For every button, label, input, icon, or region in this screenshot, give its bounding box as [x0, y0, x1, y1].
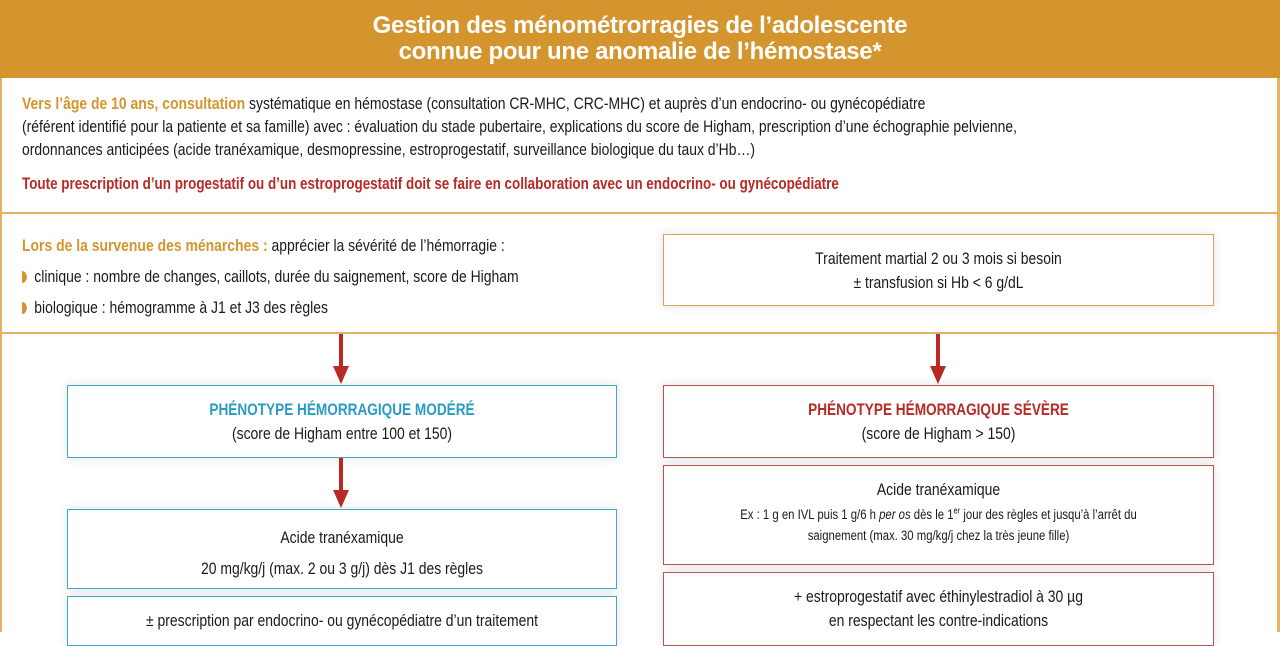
severe-dose-italic: per os	[879, 507, 911, 522]
arrow-down-icon	[333, 334, 349, 384]
severe-treatment-title: Acide tranéxamique	[876, 480, 1001, 499]
moderate-treatment-title: Acide tranéxamique	[280, 528, 404, 547]
severe-dose-text: Ex : 1 g en IVL puis 1 g/6 h	[740, 507, 880, 522]
title-line-1: Gestion des ménométrorragies de l’adolescente	[372, 12, 908, 39]
arrow-down-icon	[333, 458, 349, 508]
intro-line-2: (référent identifié pour la patiente et sa famille) avec : évaluation du stade pubertaire, explications du score de Higham, prescription d’une échographie pelvienne,	[22, 117, 1017, 136]
moderate-title: PHÉNOTYPE HÉMORRAGIQUE MODÉRÉ	[209, 400, 475, 419]
menarche-heading	[22, 230, 519, 261]
severe-treatment-box	[663, 465, 1214, 565]
martial-treatment-box	[663, 234, 1214, 306]
menarche-bullet-text: biologique : hémogramme à J1 et J3 des règles	[34, 298, 328, 317]
martial-line-2: ± transfusion si Hb < 6 g/dL	[853, 273, 1024, 292]
severe-treatment-dose-line-1	[708, 504, 1169, 525]
severe-extra-line-1: + estroprogestatif avec éthinylestradiol à 30 µg	[794, 587, 1083, 606]
intro-line-1	[22, 92, 1017, 115]
intro-lead: Vers l’âge de 10 ans, consultation	[22, 94, 246, 113]
moderate-treatment-box	[67, 509, 617, 589]
menarche-lead: Lors de la survenue des ménarches :	[22, 236, 268, 255]
title-line-2: connue pour une anomalie de l’hémostase*	[398, 38, 882, 65]
bullet-icon	[22, 271, 27, 283]
moderate-extra-box	[67, 596, 617, 646]
menarche-block	[22, 230, 519, 323]
menarche-bullet-item	[22, 261, 519, 292]
moderate-extra: ± prescription par endocrino- ou gynécopédiatre d’un traitement	[145, 611, 539, 630]
moderate-subtitle: (score de Higham entre 100 et 150)	[231, 424, 453, 443]
menarche-bullet-text: clinique : nombre de changes, caillots, durée du saignement, score de Higham	[34, 267, 519, 286]
bullet-icon	[22, 302, 27, 314]
martial-line-1: Traitement martial 2 ou 3 mois si besoin	[815, 249, 1062, 268]
moderate-phenotype-box	[67, 385, 617, 458]
severe-extra-box	[663, 572, 1214, 646]
menarche-bullet-item	[22, 292, 519, 323]
intro-warning: Toute prescription d’un progestatif ou d’un estroprogestatif doit se faire en collaboration avec un endocrino- ou gynécopédiatre	[22, 174, 839, 193]
page-title	[0, 0, 1280, 78]
severe-title: PHÉNOTYPE HÉMORRAGIQUE SÉVÈRE	[808, 400, 1069, 419]
intro-text	[22, 92, 1017, 161]
section-divider	[0, 212, 1280, 214]
arrow-down-icon	[930, 334, 946, 384]
severe-subtitle: (score de Higham > 150)	[861, 424, 1016, 443]
severe-extra-line-2: en respectant les contre-indications	[828, 611, 1049, 630]
intro-line-1-rest: systématique en hémostase (consultation CR-MHC, CRC-MHC) et auprès d’un endocrino- ou gynécopédiatre	[245, 94, 926, 113]
severe-dose-sup: er	[953, 505, 961, 516]
severe-phenotype-box	[663, 385, 1214, 458]
severe-treatment-dose-line-2: saignement (max. 30 mg/kg/j chez la très jeune fille)	[807, 528, 1070, 543]
severe-dose-text: jour des règles et jusqu’à l’arrêt du	[960, 507, 1137, 522]
severe-dose-text: dès le 1	[910, 507, 954, 522]
section-divider	[0, 332, 1280, 334]
moderate-treatment-dose: 20 mg/kg/j (max. 2 ou 3 g/j) dès J1 des règles	[200, 559, 484, 578]
menarche-lead-rest: apprécier la sévérité de l’hémorragie :	[267, 236, 505, 255]
intro-line-3: ordonnances anticipées (acide tranéxamique, desmopressine, estroprogestatif, surveillance biologique du taux d’Hb…)	[22, 140, 756, 159]
